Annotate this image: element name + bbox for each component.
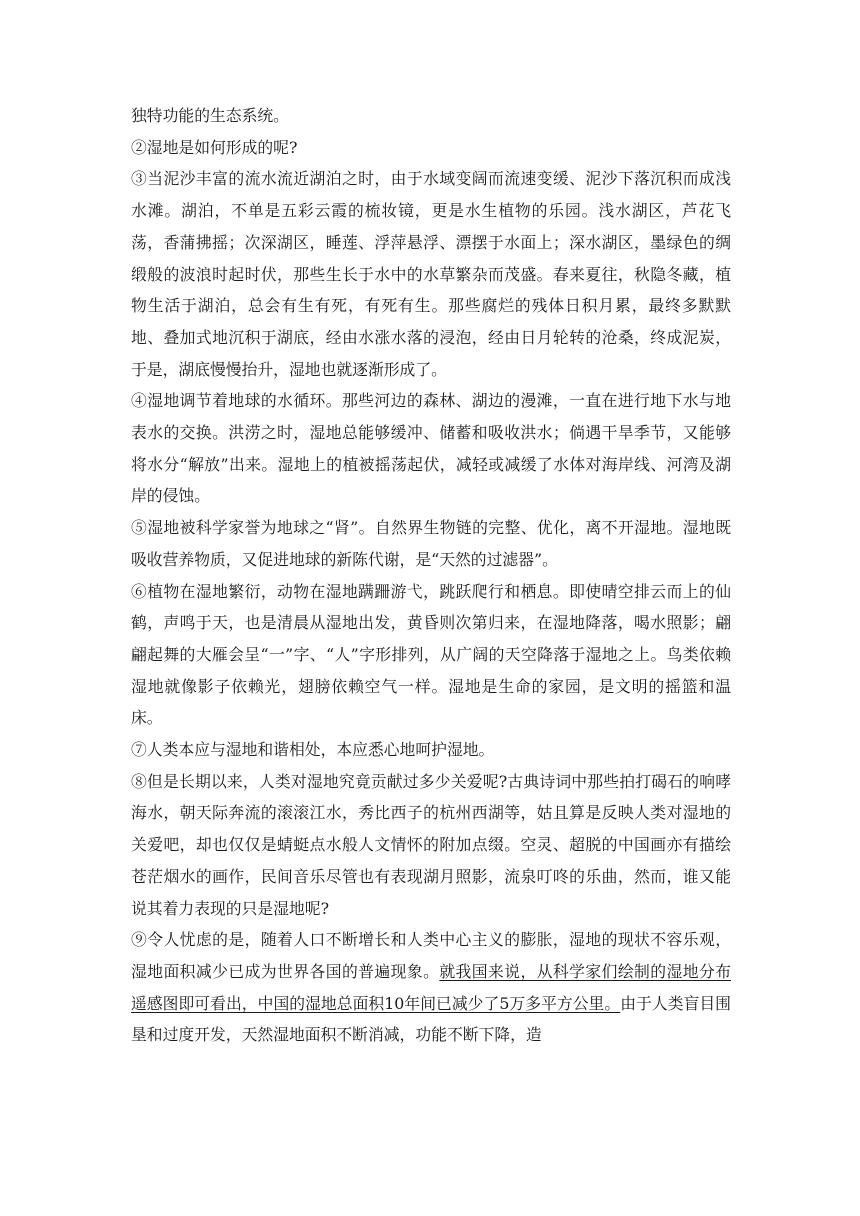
body-text <box>131 100 731 1051</box>
paragraph-6: ⑥植物在湿地繁衍，动物在湿地蹒跚游弋，跳跃爬行和栖息。即使晴空排云而上的仙鹤，声鸣于天，也是清晨从湿地出发，黄昏则次第归来，在湿地降落，喝水照影；翩翩起舞的大雁会呈“一”字、“人”字形排列，从广阔的天空降落于湿地之上。鸟类依赖湿地就像影子依赖光，翅膀依赖空气一样。湿地是生命的家园，是文明的摇篮和温床。 <box>131 581 731 728</box>
paragraph-8: ⑧但是长期以来，人类对湿地究竟贡献过多少关爱呢?古典诗词中那些拍打碣石的响哮海水，朝天际奔流的滚滚江水，秀比西子的杭州西湖等，姑且算是反映人类对湿地的关爱吧，却也仅仅是蜻蜓点水般人文情怀的附加点缀。空灵、超脱的中国画亦有描绘苍茫烟水的画作，民间音乐尽管也有表现湖月照影，流泉叮咚的乐曲，然而，谁又能说其着力表现的只是湿地呢? <box>131 771 731 918</box>
underlined-sentence: 就我国来说，从科学家们绘制的湿地分布遥感图即可看出，中国的湿地总面积10年间已减少了5万多平方公里。 <box>131 961 731 1013</box>
paragraph-5: ⑤湿地被科学家誉为地球之“肾”。自然界生物链的完整、优化，离不开湿地。湿地既吸收营养物质，又促进地球的新陈代谢，是“天然的过滤器”。 <box>131 518 731 569</box>
paragraph-2: ②湿地是如何形成的呢? <box>131 137 298 157</box>
paragraph-9 <box>131 924 731 1051</box>
paragraph-4: ④湿地调节着地球的水循环。那些河边的森林、湖边的漫滩，一直在进行地下水与地表水的交换。洪涝之时，湿地总能够缓冲、储蓄和吸收洪水；倘遇干旱季节，又能够将水分“解放”出来。湿地上的植被摇荡起伏，减轻或减缓了水体对海岸线、河湾及湖岸的侵蚀。 <box>131 391 731 506</box>
paragraph-1: 独特功能的生态系统。 <box>131 106 289 125</box>
paragraph-9-continuation: 由于人类盲目围垦和过度开发，天然湿地面积不断消减，功能不断下降，造 <box>131 993 731 1045</box>
paragraph-9-intro: ⑨令人忧虑的是，随着人口不断增长和人类中心主义的膨胀，湿地的现状不容乐观，湿地面积减少已成为世界各国的普遍现象。 <box>131 930 731 981</box>
paragraph-7: ⑦人类本应与湿地和谐相处，本应悉心地呵护湿地。 <box>131 740 495 760</box>
paragraph-3: ③当泥沙丰富的流水流近湖泊之时，由于水域变阔而流速变缓、泥沙下落沉积而成浅水滩。湖泊，不单是五彩云霞的梳妆镜，更是水生植物的乐园。浅水湖区，芦花飞荡，香蒲拂摇；次深湖区，睡莲、浮萍悬浮、漂摆于水面上；深水湖区，墨绿色的绸缎般的波浪时起时伏，那些生长于水中的水草繁杂而茂盛。春来夏往，秋隐冬藏，植物生活于湖泊，总会有生有死，有死有生。那些腐烂的残体日积月累，最终多默默地、叠加式地沉积于湖底，经由水涨水落的浸泡，经由日月轮转的沧桑，终成泥炭，于是，湖底慢慢抬升，湿地也就逐渐形成了。 <box>131 169 731 379</box>
